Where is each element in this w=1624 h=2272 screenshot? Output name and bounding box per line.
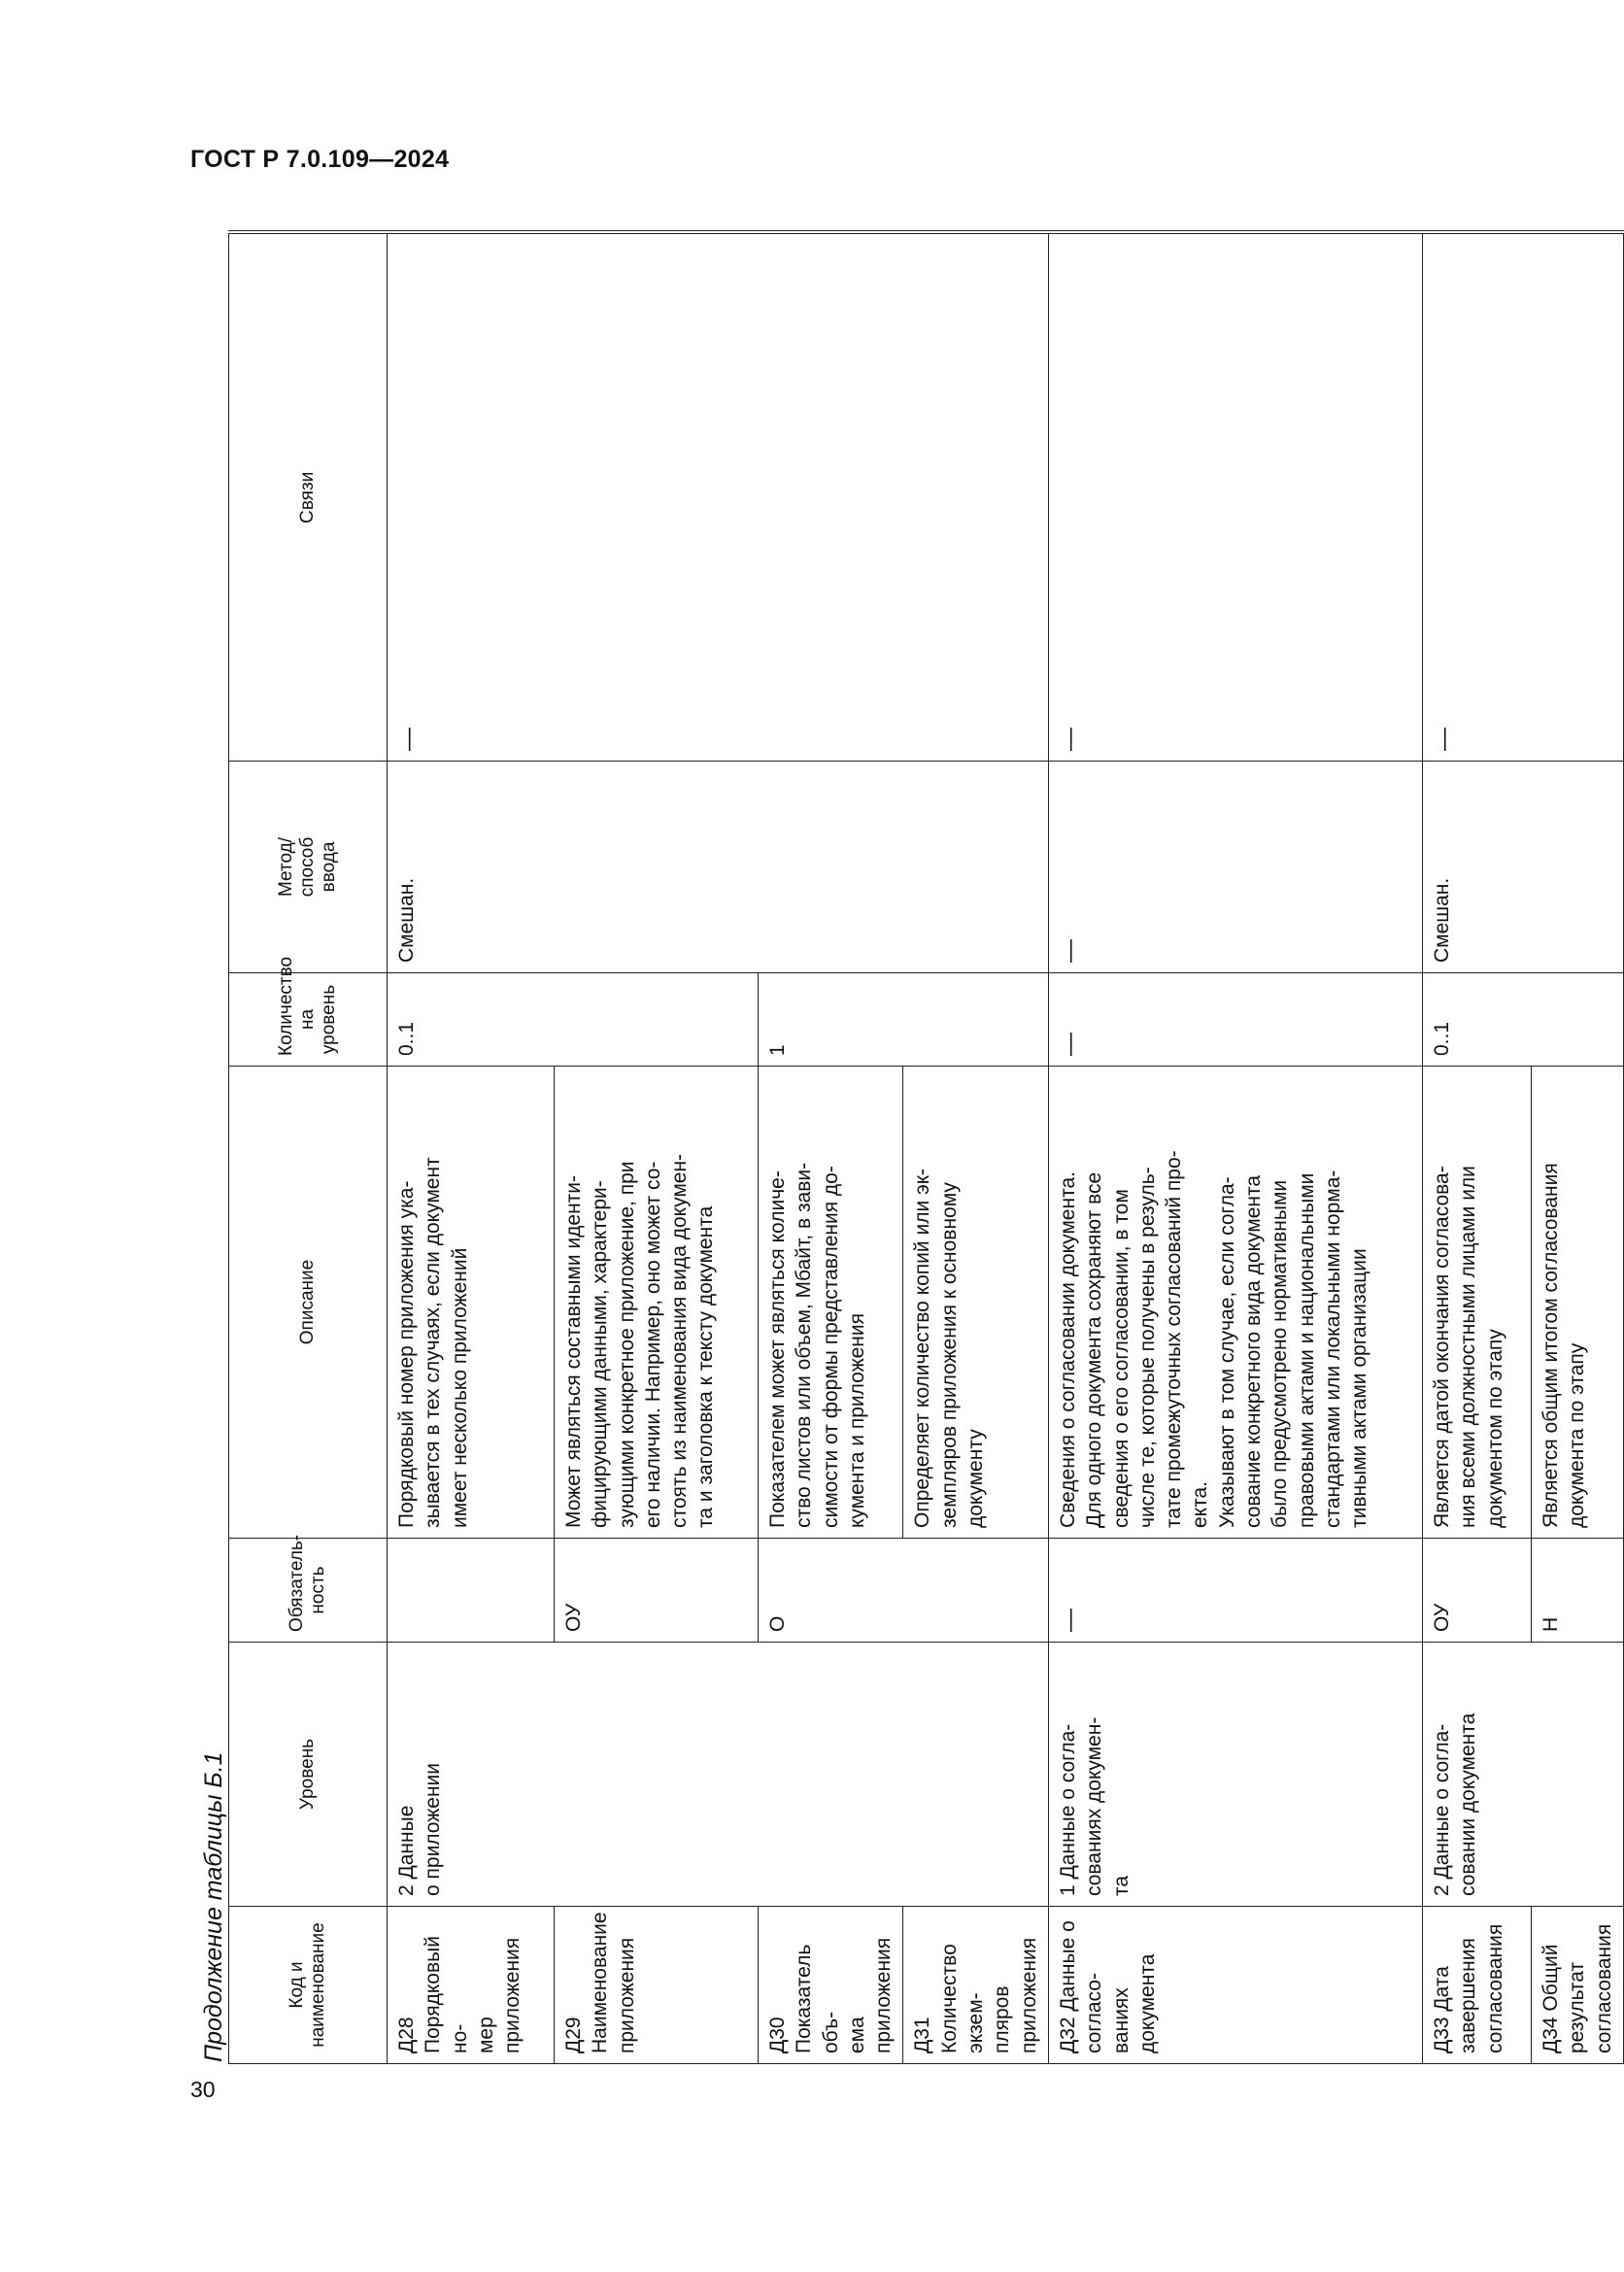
header-level: Уровень <box>229 1643 388 1907</box>
cell-links: — <box>1048 233 1422 762</box>
cell-method: — <box>1048 762 1422 973</box>
cell-description: Показателем может являться количе- ство листов или объем, Мбайт, в зави- симости от формы представления до- кумента и приложения <box>759 1067 903 1539</box>
cell-method: Смешан. <box>1422 762 1623 973</box>
cell-description: Определяет количество копий или эк- земпляров приложения к основному документу <box>903 1067 1048 1539</box>
cell-count: — <box>1048 973 1422 1067</box>
table-row <box>388 233 555 2064</box>
rotated-table-region <box>194 233 1615 2064</box>
cell-code: Д28 Порядковый но- мер приложения <box>388 1907 555 2064</box>
cell-level: 2 Данные о согла- совании документа <box>1422 1643 1623 1907</box>
page-number: 30 <box>190 2077 216 2102</box>
header-count: Количество на уровень <box>229 973 388 1067</box>
cell-mandatory: ОУ <box>1422 1539 1531 1643</box>
header-method: Метод/ способ ввода <box>229 762 388 973</box>
cell-mandatory: ОУ <box>555 1539 759 1643</box>
cell-code: Д34 Общий результат согласования <box>1531 1907 1623 2064</box>
cell-count: 1 <box>759 973 1049 1067</box>
cell-count: 0..1 <box>1422 973 1623 1067</box>
cell-count: 0..1 <box>388 973 759 1067</box>
cell-code: Д29 Наименование приложения <box>555 1907 759 2064</box>
table-row <box>1422 233 1531 2064</box>
cell-description: Является общим итогом согласования документа по этапу <box>1531 1067 1623 1539</box>
header-description: Описание <box>229 1067 388 1539</box>
cell-links: — <box>388 233 1049 762</box>
cell-level: 2 Данные о приложении <box>388 1643 1049 1907</box>
cell-description: Сведения о согласовании документа. Для одного документа сохраняют все сведения о его согласовании, в том числе те, которые получены в резуль- тате промежуточных согласований про- екта. Указывают в том случае, если согла- сование конкретного вида документа было предусмотрено нормативными правовыми актами и национальными стандартами или локальными норма- тивными актами организации <box>1048 1067 1422 1539</box>
table-header-row <box>229 233 388 2064</box>
cell-description: Может являться составными иденти- фицирующими данными, характери- зующими конкретное приложение, при его наличии. Например, оно может со- стоять из наименования вида докумен- та и заголовка к тексту документа <box>555 1067 759 1539</box>
header-links: Связи <box>229 233 388 762</box>
header-mandatory: Обязатель- ность <box>229 1539 388 1643</box>
cell-mandatory <box>388 1539 555 1643</box>
cell-mandatory: — <box>1048 1539 1422 1643</box>
table-row <box>1048 233 1422 2064</box>
cell-mandatory: Н <box>1531 1539 1623 1643</box>
cell-code: Д33 Дата завершения согласования <box>1422 1907 1531 2064</box>
cell-level: 1 Данные о согла- сованиях докумен- та <box>1048 1643 1422 1907</box>
header-code: Код и наименование <box>229 1907 388 2064</box>
cell-description: Порядковый номер приложения ука- зывается в тех случаях, если документ имеет несколько приложений <box>388 1067 555 1539</box>
cell-method: Смешан. <box>388 762 1049 973</box>
cell-code: Д30 Показатель объ- ема приложения <box>759 1907 903 2064</box>
cell-code: Д31 Количество экзем- пляров приложения <box>903 1907 1048 2064</box>
cell-links: — <box>1422 233 1623 762</box>
cell-code: Д32 Данные о согласо- ваниях документа <box>1048 1907 1422 2064</box>
table-caption: Продолжение таблицы Б.1 <box>200 1751 227 2062</box>
document-header: ГОСТ Р 7.0.109—2024 <box>190 146 450 173</box>
cell-mandatory: О <box>759 1539 1049 1643</box>
cell-description: Является датой окончания согласова- ния всеми должностными лицами или документом по этапу <box>1422 1067 1531 1539</box>
data-table <box>228 231 1624 2065</box>
